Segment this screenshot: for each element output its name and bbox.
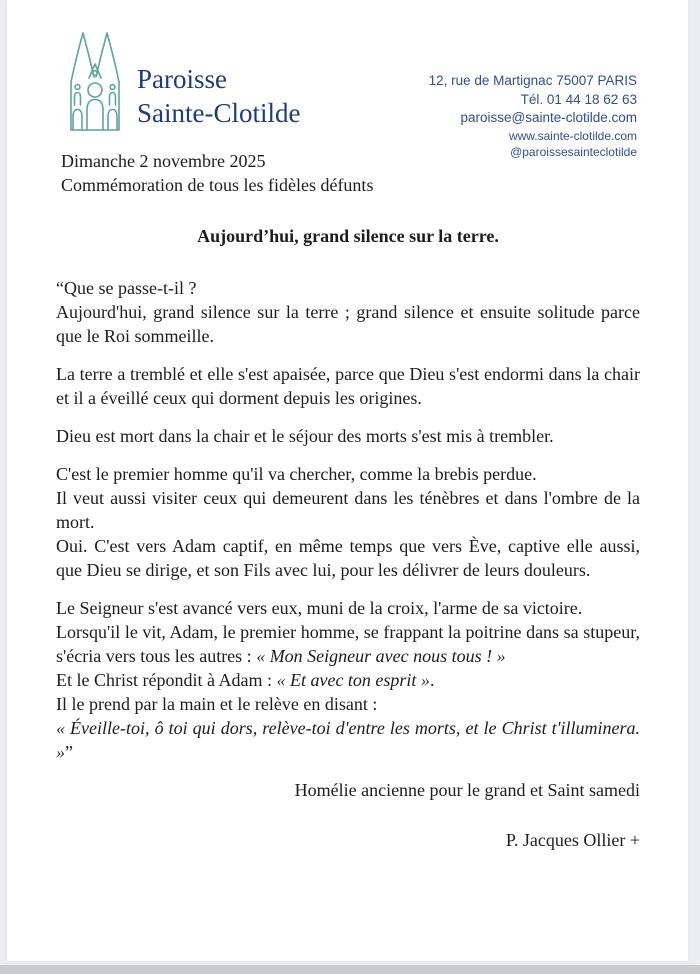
photo-bottom-edge — [0, 965, 700, 974]
homily-title: Aujourd’hui, grand silence sur la terre. — [197, 226, 499, 246]
org-name-line2: Sainte-Clotilde — [137, 98, 301, 128]
body-paragraph: Dieu est mort dans la chair et le séjour des morts s'est mis à trembler. — [56, 426, 554, 446]
church-logo-icon — [62, 30, 128, 135]
body-paragraph: Le Seigneur s'est avancé vers eux, muni de la croix, l'arme de sa victoire. Lorsqu'il le vit, Adam, le premier homme, se frappant la poitrine dans sa stupeur, s'écria vers tous les autres : « Mon Seigneur avec nous tous ! » Et le Christ répondit à Adam : « Et avec ton esprit ». Il le prend par la main et le relève en disant : « Éveille-toi, ô toi qui dors, relève-toi d'entre les morts, et le Christ t'illuminera. »” — [56, 598, 640, 762]
signature-line: P. Jacques Ollier + — [505, 830, 640, 850]
org-name-line1: Paroisse — [137, 64, 227, 94]
body-paragraph: “Que se passe-t-il ? Aujourd'hui, grand silence sur la terre ; grand silence et ensuite solitude parce que le Roi sommeille. — [56, 278, 640, 346]
letterhead — [56, 30, 640, 159]
body-paragraphs — [56, 276, 640, 764]
contact-email: paroisse@sainte-clotilde.com — [460, 110, 637, 125]
contact-block — [429, 72, 637, 161]
contact-address: 12, rue de Martignac 75007 PARIS — [428, 73, 637, 88]
organization-name — [137, 62, 300, 130]
contact-website: www.sainte-clotilde.com — [508, 128, 637, 143]
contact-social-handle: @paroissesainteclotilde — [510, 145, 637, 159]
letter-content — [7, 0, 688, 961]
contact-phone: Tél. 01 44 18 62 63 — [520, 91, 637, 107]
body-paragraph: La terre a tremblé et elle s'est apaisée, parce que Dieu s'est endormi dans la chair et il a éveillé ceux qui dorment depuis les origines. — [56, 364, 640, 408]
source-attribution: Homélie ancienne pour le grand et Saint samedi — [294, 780, 640, 800]
liturgical-day-line: Commémoration de tous les fidèles défunts — [61, 175, 374, 195]
body-paragraph: C'est le premier homme qu'il va chercher, comme la brebis perdue. Il veut aussi visiter ceux qui demeurent dans les ténèbres et dans l'ombre de la mort. Oui. C'est vers Adam captif, en même temps que vers Ève, captive elle aussi, que Dieu se dirige, et son Fils avec lui, pour les délivrer de leurs douleurs. — [56, 464, 640, 580]
letter-page — [7, 0, 688, 961]
date-line: Dimanche 2 novembre 2025 — [61, 151, 266, 171]
